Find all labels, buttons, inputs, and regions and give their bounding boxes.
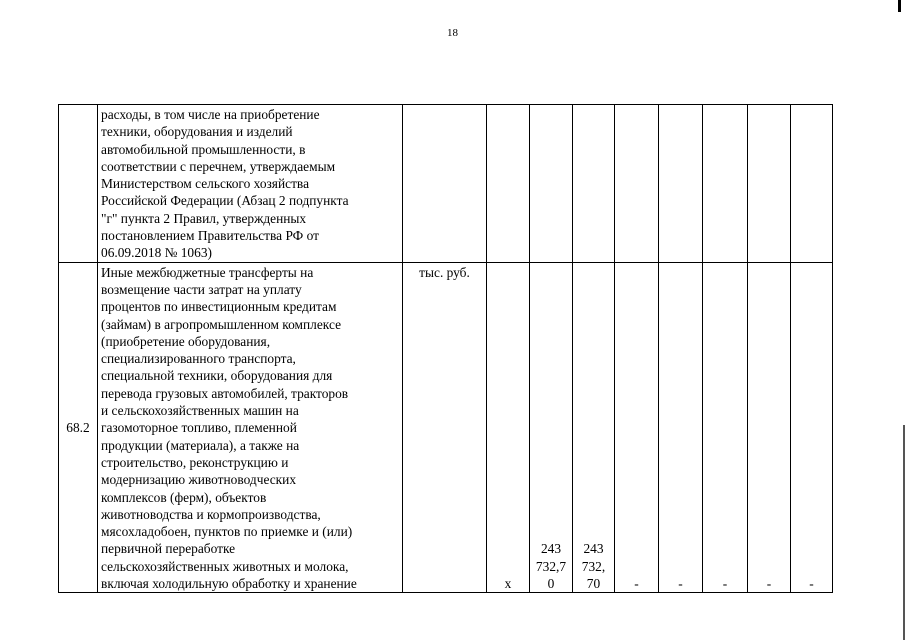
row-cell-dash: -: [615, 262, 659, 593]
row-cell-value: 243 732,7 0: [530, 262, 573, 593]
row-cell: [703, 105, 748, 263]
row-number: 68.2: [59, 262, 98, 593]
row-cell-dash: -: [791, 262, 833, 593]
row-unit: тыс. руб.: [403, 262, 487, 593]
row-cell: [748, 105, 791, 263]
row-cell: [659, 105, 703, 263]
row-cell-dash: -: [748, 262, 791, 593]
table-row: [59, 105, 833, 263]
row-cell: [530, 105, 573, 263]
row-cell: [615, 105, 659, 263]
row-cell-value: 243 732, 70: [573, 262, 615, 593]
row-cell-dash: -: [703, 262, 748, 593]
scan-edge-mark: [898, 0, 901, 12]
page-number: 18: [447, 27, 458, 39]
table-row: [59, 262, 833, 593]
row-description: расходы, в том числе на приобретение техники, оборудования и изделий автомобильной промышленности, в соответствии с перечнем, утверждаемым Министерством сельского хозяйства Российской Федерации (Абзац 2 подпункта "г" пункта 2 Правил, утвержденных постановлением Правительства РФ от 06.09.2018 № 1063): [98, 105, 403, 263]
row-cell-x: х: [487, 262, 530, 593]
row-unit: [403, 105, 487, 263]
row-cell: [573, 105, 615, 263]
row-number: [59, 105, 98, 263]
row-cell-dash: -: [659, 262, 703, 593]
row-cell: [791, 105, 833, 263]
budget-table: [58, 104, 833, 593]
row-cell: [487, 105, 530, 263]
row-description: Иные межбюджетные трансферты на возмещение части затрат на уплату процентов по инвестиционным кредитам (займам) в агропромышленном комплексе (приобретение оборудования, специализированного транспорта, специальной техники, оборудования для перевода грузовых автомобилей, тракторов и сельскохозяйственных машин на газомоторное топливо, племенной продукции (материала), а также на строительство, реконструкцию и модернизацию животноводческих комплексов (ферм), объектов животноводства и кормопроизводства, мясохладобоен, пунктов по приемке и (или) первичной переработке сельскохозяйственных животных и молока, включая холодильную обработку и хранение: [98, 262, 403, 593]
